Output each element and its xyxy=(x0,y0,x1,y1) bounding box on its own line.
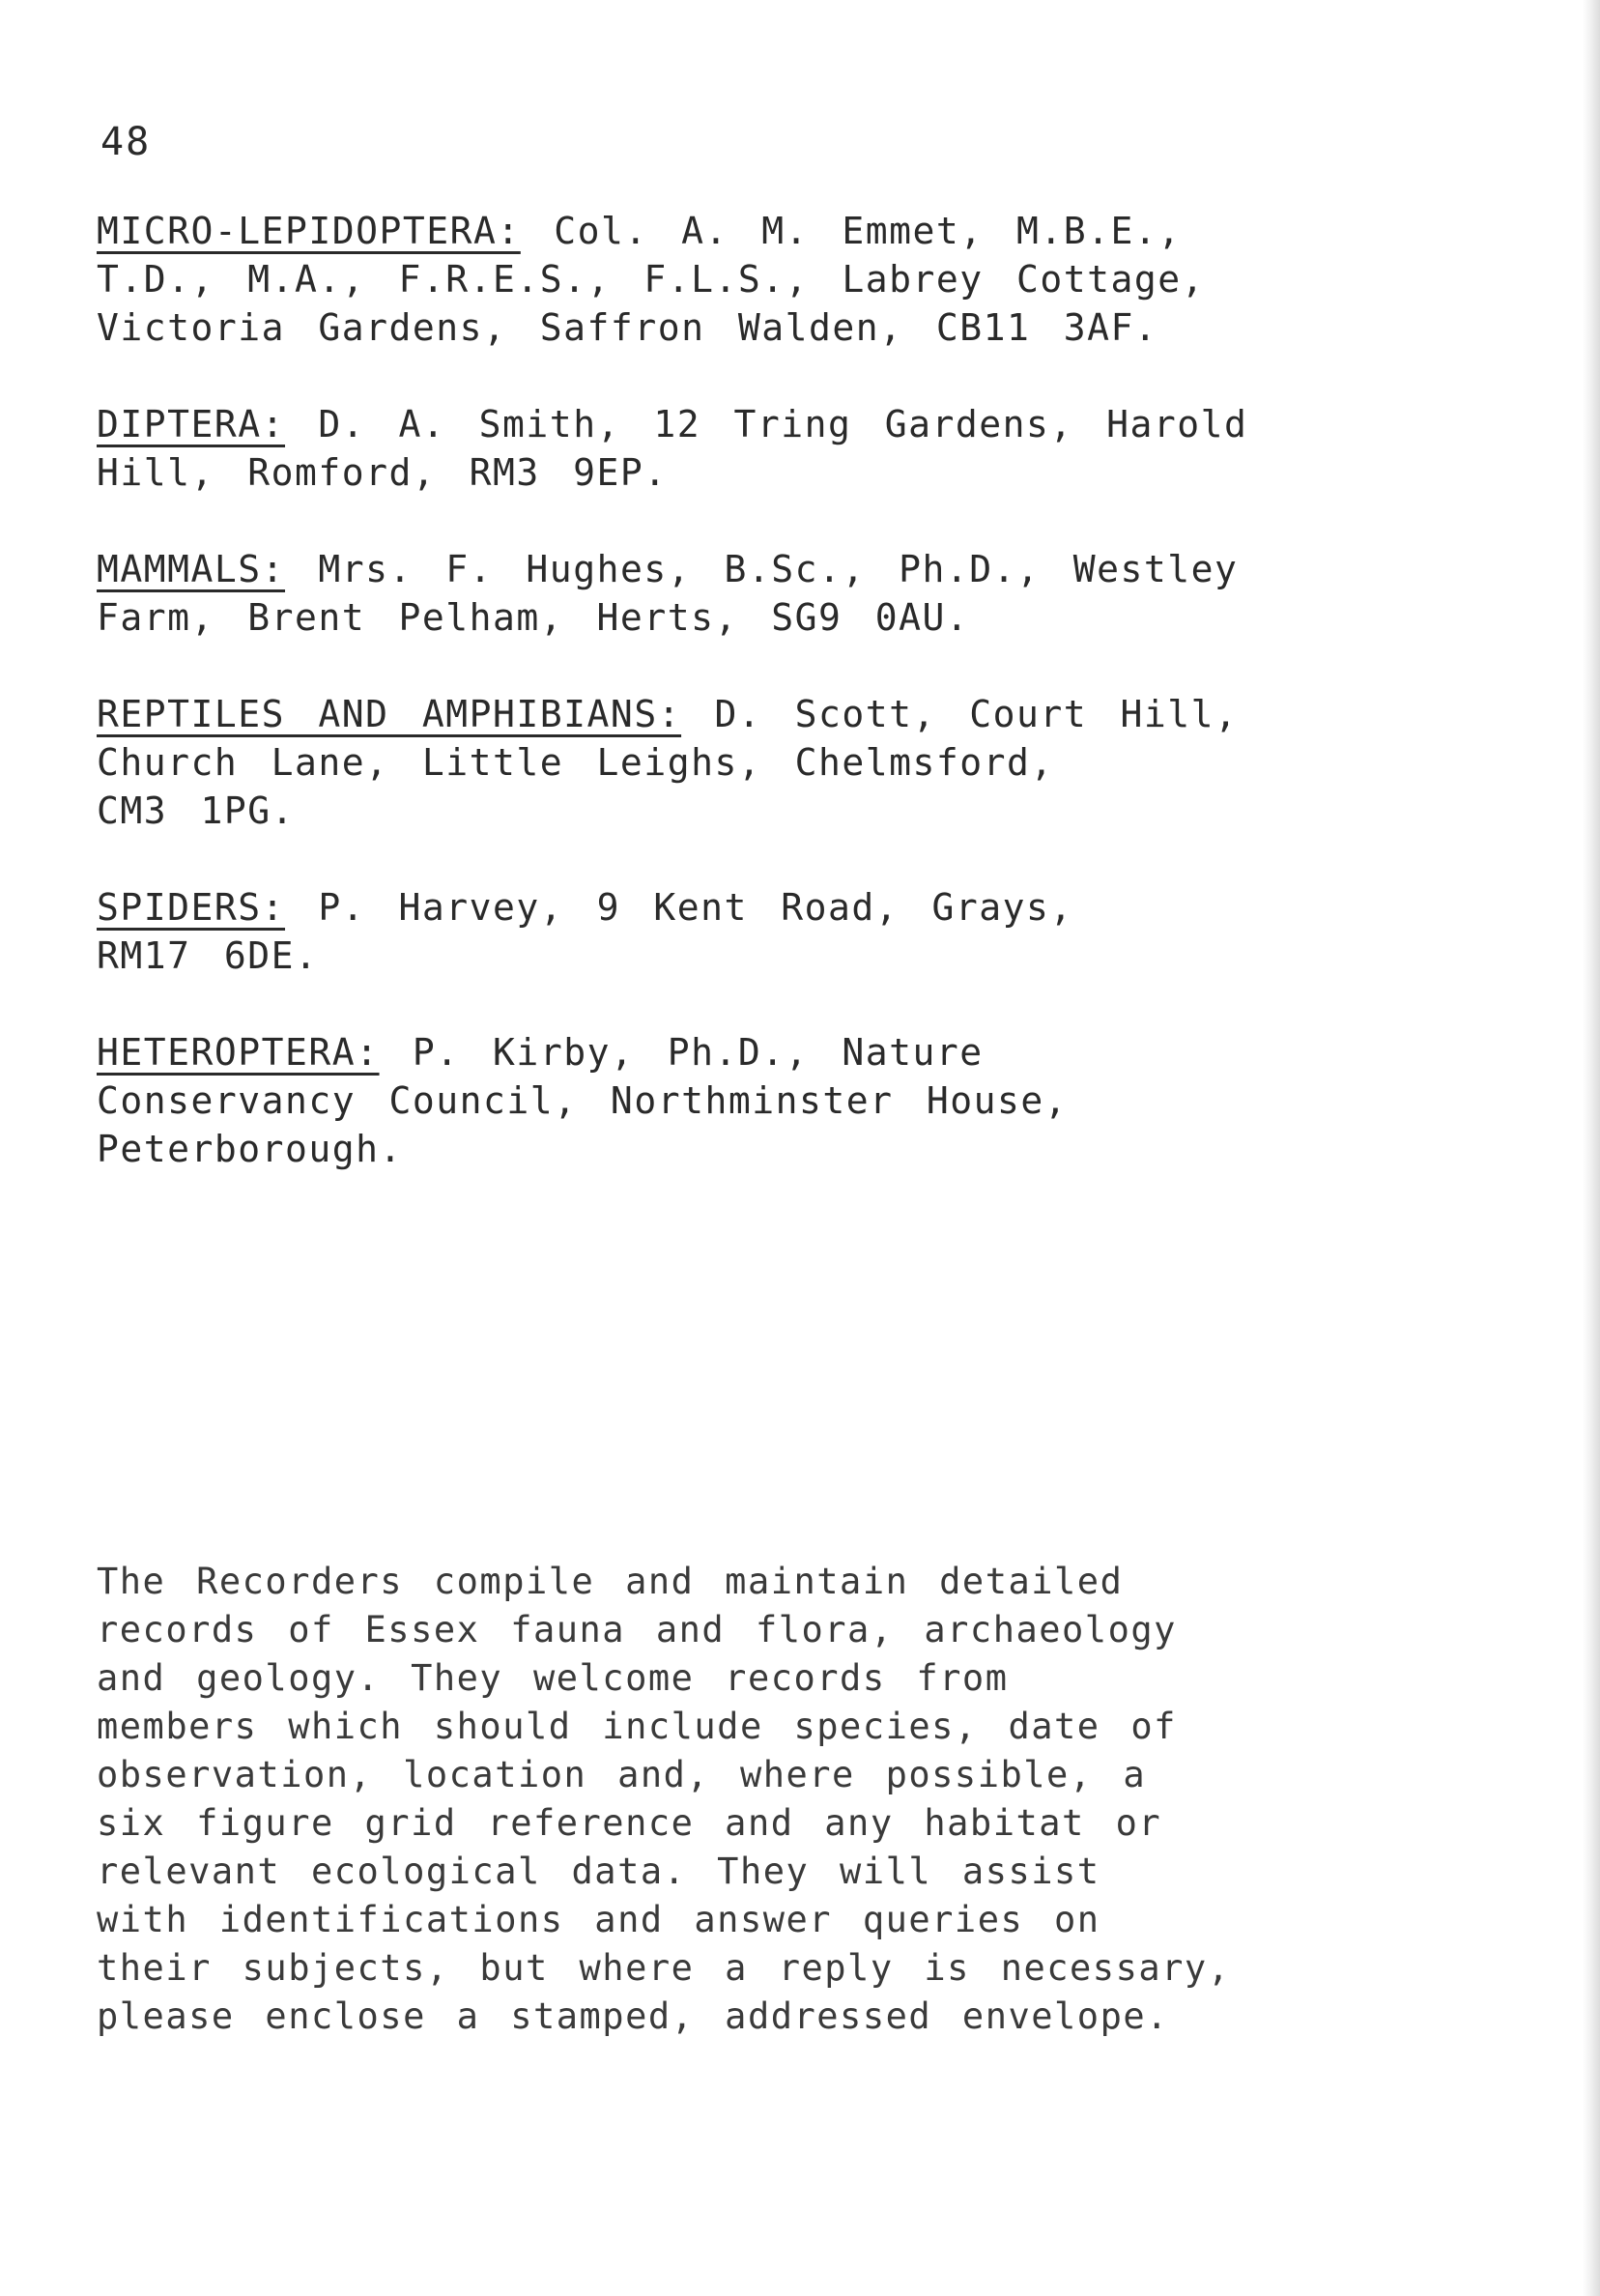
entry-heading: MAMMALS: xyxy=(97,548,286,590)
recorder-entry-spiders xyxy=(97,883,1469,980)
recorders-list xyxy=(97,207,1469,1221)
recorder-entry-reptiles-amphibians xyxy=(97,690,1469,835)
recorders-note: The Recorders compile and maintain detailed records of Essex fauna and flora, archaeology and geology. They welcome records from members which should include species, date of observation, location and, where possible, a six figure grid reference and any habitat or relevant ecological data. They will assist with identifications and answer queries on their subjects, but where a reply is necessary, please enclose a stamped, addressed envelope. xyxy=(97,1561,1231,2037)
recorder-entry-heteroptera xyxy=(97,1028,1469,1173)
entry-heading: MICRO-LEPIDOPTERA: xyxy=(97,210,521,252)
entry-text: D. A. Smith, 12 Tring Gardens, Harold Hill, Romford, RM3 9EP. xyxy=(97,403,1248,494)
entry-text: Mrs. F. Hughes, B.Sc., Ph.D., Westley Farm, Brent Pelham, Herts, SG9 0AU. xyxy=(97,548,1239,639)
entry-heading: SPIDERS: xyxy=(97,886,286,929)
entry-text: P. Kirby, Ph.D., Nature Conservancy Council, Northminster House, Peterborough. xyxy=(97,1031,1069,1170)
entry-text: Col. A. M. Emmet, M.B.E., T.D., M.A., F.R.E.S., F.L.S., Labrey Cottage, Victoria Gardens, Saffron Walden, CB11 3AF. xyxy=(97,210,1206,349)
page-number: 48 xyxy=(100,120,152,164)
page-edge-shadow xyxy=(1583,0,1600,2296)
recorder-entry-diptera xyxy=(97,400,1469,497)
recorder-entry-micro-lepidoptera xyxy=(97,207,1469,352)
entry-text: D. Scott, Court Hill, Church Lane, Little Leighs, Chelmsford, CM3 1PG. xyxy=(97,693,1239,832)
entry-heading: DIPTERA: xyxy=(97,403,286,445)
recorder-entry-mammals xyxy=(97,545,1469,642)
entry-heading: HETEROPTERA: xyxy=(97,1031,380,1074)
entry-heading: REPTILES AND AMPHIBIANS: xyxy=(97,693,682,735)
entry-text: P. Harvey, 9 Kent Road, Grays, RM17 6DE. xyxy=(97,886,1073,977)
